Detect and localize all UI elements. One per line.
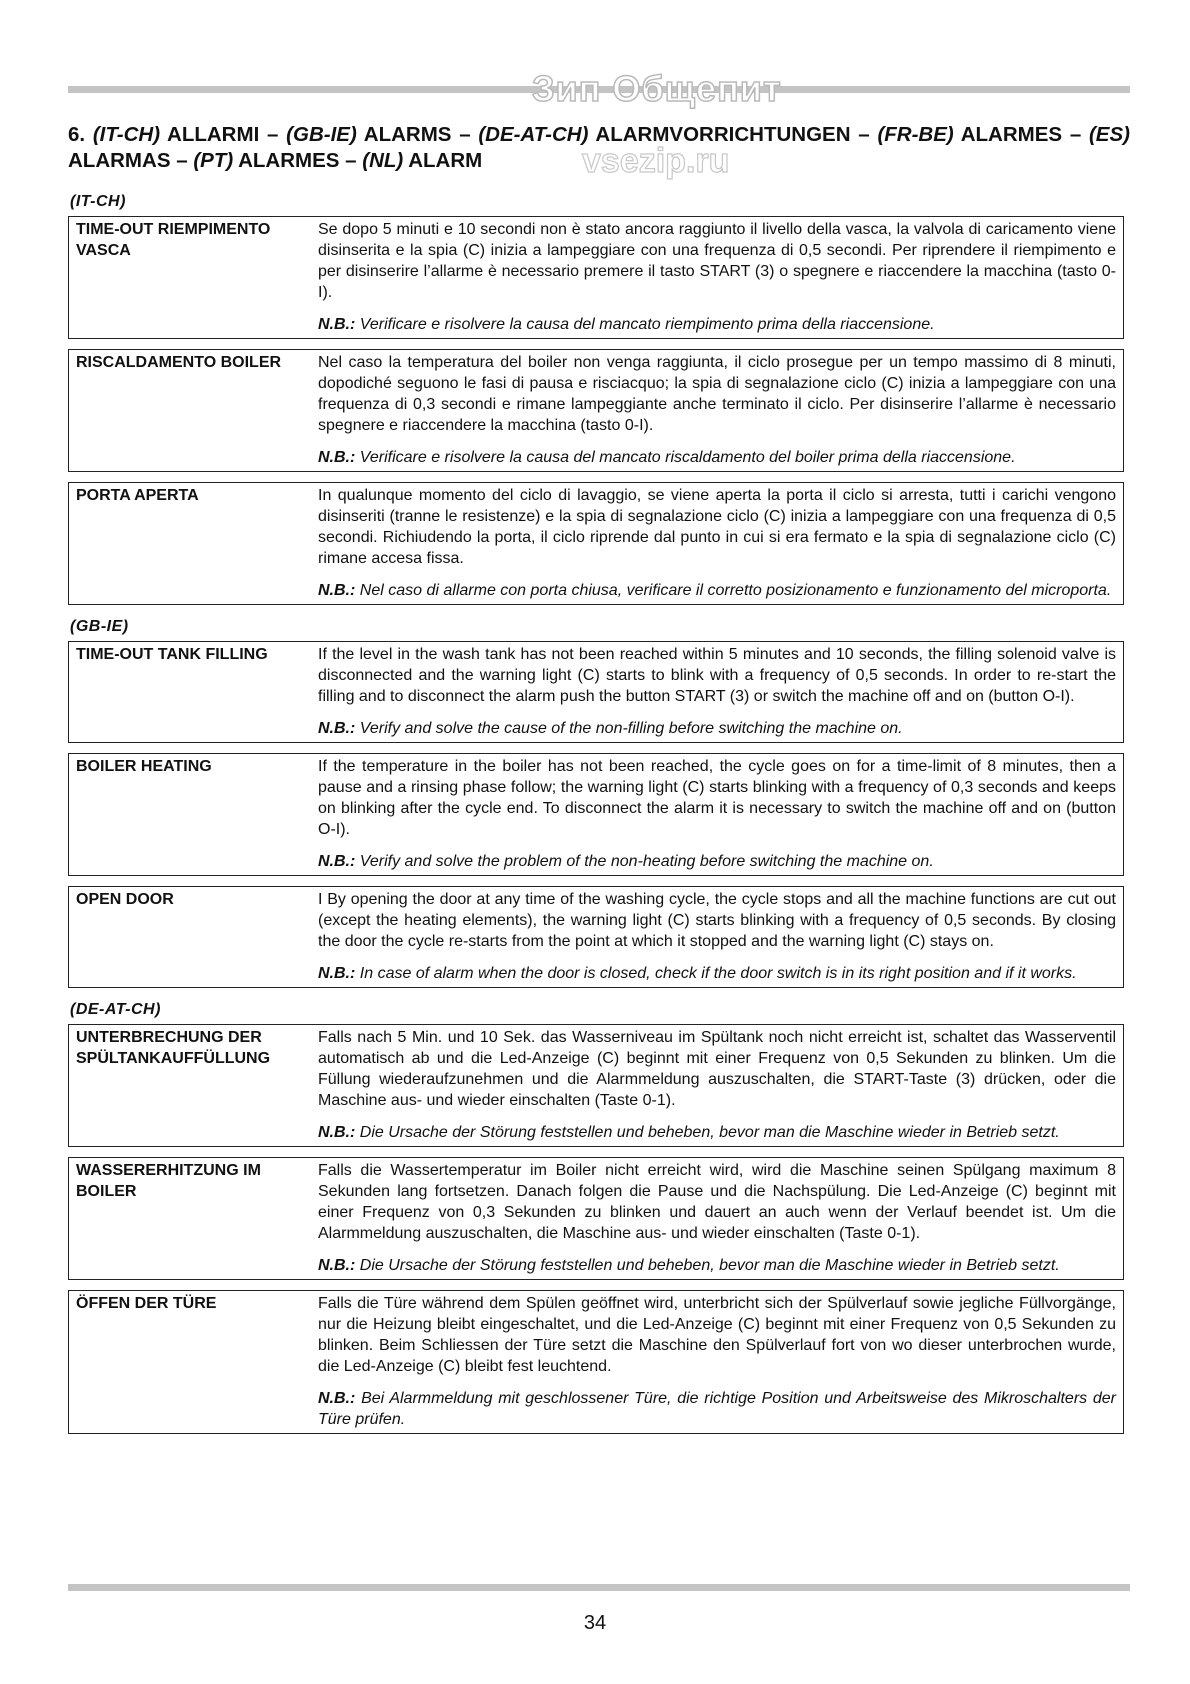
alarm-description: I By opening the door at any time of the washing cycle, the cycle stops and all the machine functions are cut out (except the heating elements), the warning light (C) starts blinking with a frequency of 0,5 seconds. By closing the door the cycle re-starts from the point at which it stopped and the warning light (C) stays on. N.B.: In case of alarm when the door is closed, check if the door switch is in its right position and if it works.: [318, 891, 1116, 982]
language-label: (DE-AT-CH): [70, 1001, 161, 1018]
alarm-box: [68, 1290, 1124, 1434]
alarm-note: N.B.: In case of alarm when the door is closed, check if the door switch is in its right position and if it works.: [318, 965, 1077, 982]
alarm-name: WASSERERHITZUNG IM BOILER: [76, 1162, 261, 1200]
alarm-box: [68, 216, 1124, 339]
alarm-description: In qualunque momento del ciclo di lavaggio, se viene aperta la porta il ciclo si arresta, tutti i carichi vengono disinseriti (tranne le resistenze) e la spia di segnalazione ciclo (C) inizia a lampeggiare con una frequenza di 0,5 secondi. Richiudendo la porta, il ciclo riprende dal punto in cui si era fermato e la spia di segnalazione ciclo (C) rimane accesa fissa. N.B.: Nel caso di allarme con porta chiusa, verificare il corretto posizionamento e funzionamento del microporta.: [318, 487, 1116, 599]
alarm-description: If the level in the wash tank has not been reached within 5 minutes and 10 seconds, the filling solenoid valve is disconnected and the warning light (C) starts to blink with a frequency of 0,5 seconds. In order to re-start the filling and to disconnect the alarm push the button START (3) or switch the machine off and on (button O-I). N.B.: Verify and solve the cause of the non-filling before switching the machine on.: [318, 646, 1116, 737]
section-heading: 6. (IT-CH) ALLARMI – (GB-IE) ALARMS – (DE-AT-CH) ALARMVORRICHTUNGEN – (FR-BE) ALARMES – (ES) ALARMAS – (PT) ALARMES – (NL) ALARM: [68, 123, 1130, 172]
alarm-note: N.B.: Die Ursache der Störung feststellen und beheben, bevor man die Maschine wieder in Betrieb setzt.: [318, 1124, 1060, 1141]
alarm-note: N.B.: Verificare e risolvere la causa del mancato riscaldamento del boiler prima della riaccensione.: [318, 449, 1016, 466]
alarm-description: Falls die Türe während dem Spülen geöffnet wird, unterbricht sich der Spülverlauf sowie jegliche Füllvorgänge, nur die Heizung bleibt eingeschaltet, und die Led-Anzeige (C) beginnt mit einer Frequenz von 0,5 Sekunden zu blinken. Beim Schliessen der Türe setzt die Maschine den Spülverlauf fort von wo dieser unterbrochen wurde, die Led-Anzeige (C) bleibt fest leuchtend. N.B.: Bei Alarmmeldung mit geschlossener Türe, die richtige Position und Arbeitsweise des Mikroschalters der Türe prüfen.: [318, 1295, 1116, 1428]
alarm-name: TIME-OUT RIEMPIMENTO VASCA: [76, 221, 271, 259]
alarm-description: Se dopo 5 minuti e 10 secondi non è stato ancora raggiunto il livello della vasca, la valvola di caricamento viene disinserita e la spia (C) inizia a lampeggiare con una frequenza di 0,5 secondi. Per riprendere il riempimento e per disinserire l’allarme è necessario premere il tasto START (3) o spegnere e riaccendere la macchina (tasto 0-I). N.B.: Verificare e risolvere la causa del mancato riempimento prima della riaccensione.: [318, 221, 1116, 333]
alarm-name: BOILER HEATING: [76, 758, 212, 775]
alarm-box: [68, 1157, 1124, 1280]
alarm-box: [68, 482, 1124, 605]
alarm-box: [68, 886, 1124, 988]
alarm-note: N.B.: Nel caso di allarme con porta chiusa, verificare il corretto posizionamento e funzionamento del microporta.: [318, 582, 1112, 599]
alarm-description: Nel caso la temperatura del boiler non venga raggiunta, il ciclo prosegue per un tempo massimo di 8 minuti, dopodiché seguono le fasi di pausa e risciacquo; la spia di segnalazione ciclo (C) inizia a lampeggiare con una frequenza di 0,3 secondi e rimane lampeggiante anche terminato il ciclo. Per disinserire l’allarme è necessario spegnere e riaccendere la macchina (tasto 0-I). N.B.: Verificare e risolvere la causa del mancato riscaldamento del boiler prima della riaccensione.: [318, 354, 1116, 466]
alarm-description: Falls die Wassertemperatur im Boiler nicht erreicht wird, wird die Maschine seinen Spülgang maximum 8 Sekunden lang fortsetzen. Danach folgen die Pause und die Nachspülung. Die Led-Anzeige (C) beginnt mit einer Frequenz von 0,3 Sekunden zu blinken und dauert an auch wenn der Verlauf beendet ist. Um die Alarmmeldung auszuschalten, die Maschine aus- und wieder einschalten (Taste 0-1). N.B.: Die Ursache der Störung feststellen und beheben, bevor man die Maschine wieder in Betrieb setzt.: [318, 1162, 1116, 1274]
bottom-divider: [68, 1584, 1130, 1591]
alarm-content: [68, 192, 1124, 1444]
alarm-note: N.B.: Verify and solve the cause of the non-filling before switching the machine on.: [318, 720, 903, 737]
alarm-description: If the temperature in the boiler has not been reached, the cycle goes on for a time-limit of 8 minutes, then a pause and a rinsing phase follow; the warning light (C) starts blinking with a frequency of 0,3 seconds and keeps on blinking after the cycle end. To disconnect the alarm it is necessary to switch the machine off and on (button O-I). N.B.: Verify and solve the problem of the non-heating before switching the machine on.: [318, 758, 1116, 870]
language-label: (GB-IE): [70, 618, 129, 635]
alarm-box: [68, 753, 1124, 876]
alarm-name: RISCALDAMENTO BOILER: [76, 354, 282, 371]
alarm-name: UNTERBRECHUNG DER SPÜLTANKAUFFÜLLUNG: [76, 1029, 271, 1067]
watermark-logo: Зип Общепит: [532, 68, 782, 109]
alarm-note: N.B.: Verify and solve the problem of the non-heating before switching the machine on.: [318, 853, 934, 870]
page-number: 34: [583, 1612, 607, 1634]
alarm-box: [68, 349, 1124, 472]
watermark-site: vsezip.ru: [582, 142, 730, 180]
alarm-note: N.B.: Verificare e risolvere la causa del mancato riempimento prima della riaccensione.: [318, 316, 935, 333]
alarm-name: TIME-OUT TANK FILLING: [76, 646, 268, 663]
language-label: (IT-CH): [70, 193, 126, 210]
alarm-box: [68, 641, 1124, 743]
alarm-note: N.B.: Bei Alarmmeldung mit geschlossener Türe, die richtige Position und Arbeitsweise des Mikroschalters der Türe prüfen.: [318, 1390, 1116, 1428]
alarm-box: [68, 1024, 1124, 1147]
alarm-description: Falls nach 5 Min. und 10 Sek. das Wasserniveau im Spültank noch nicht erreicht ist, schaltet das Wasserventil automatisch ab und die Led-Anzeige (C) beginnt mit einer Frequenz von 0,5 Sekunden zu blinken. Um die Füllung wiederaufzunehmen und die Alarmmeldung auszuschalten, die START-Taste (3) drücken, oder die Maschine aus- und wieder einschalten (Taste 0-1). N.B.: Die Ursache der Störung feststellen und beheben, bevor man die Maschine wieder in Betrieb setzt.: [318, 1029, 1116, 1141]
alarm-name: OPEN DOOR: [76, 891, 174, 908]
alarm-note: N.B.: Die Ursache der Störung feststellen und beheben, bevor man die Maschine wieder in Betrieb setzt.: [318, 1257, 1060, 1274]
alarm-name: ÖFFEN DER TÜRE: [76, 1295, 217, 1312]
alarm-name: PORTA APERTA: [76, 487, 199, 504]
